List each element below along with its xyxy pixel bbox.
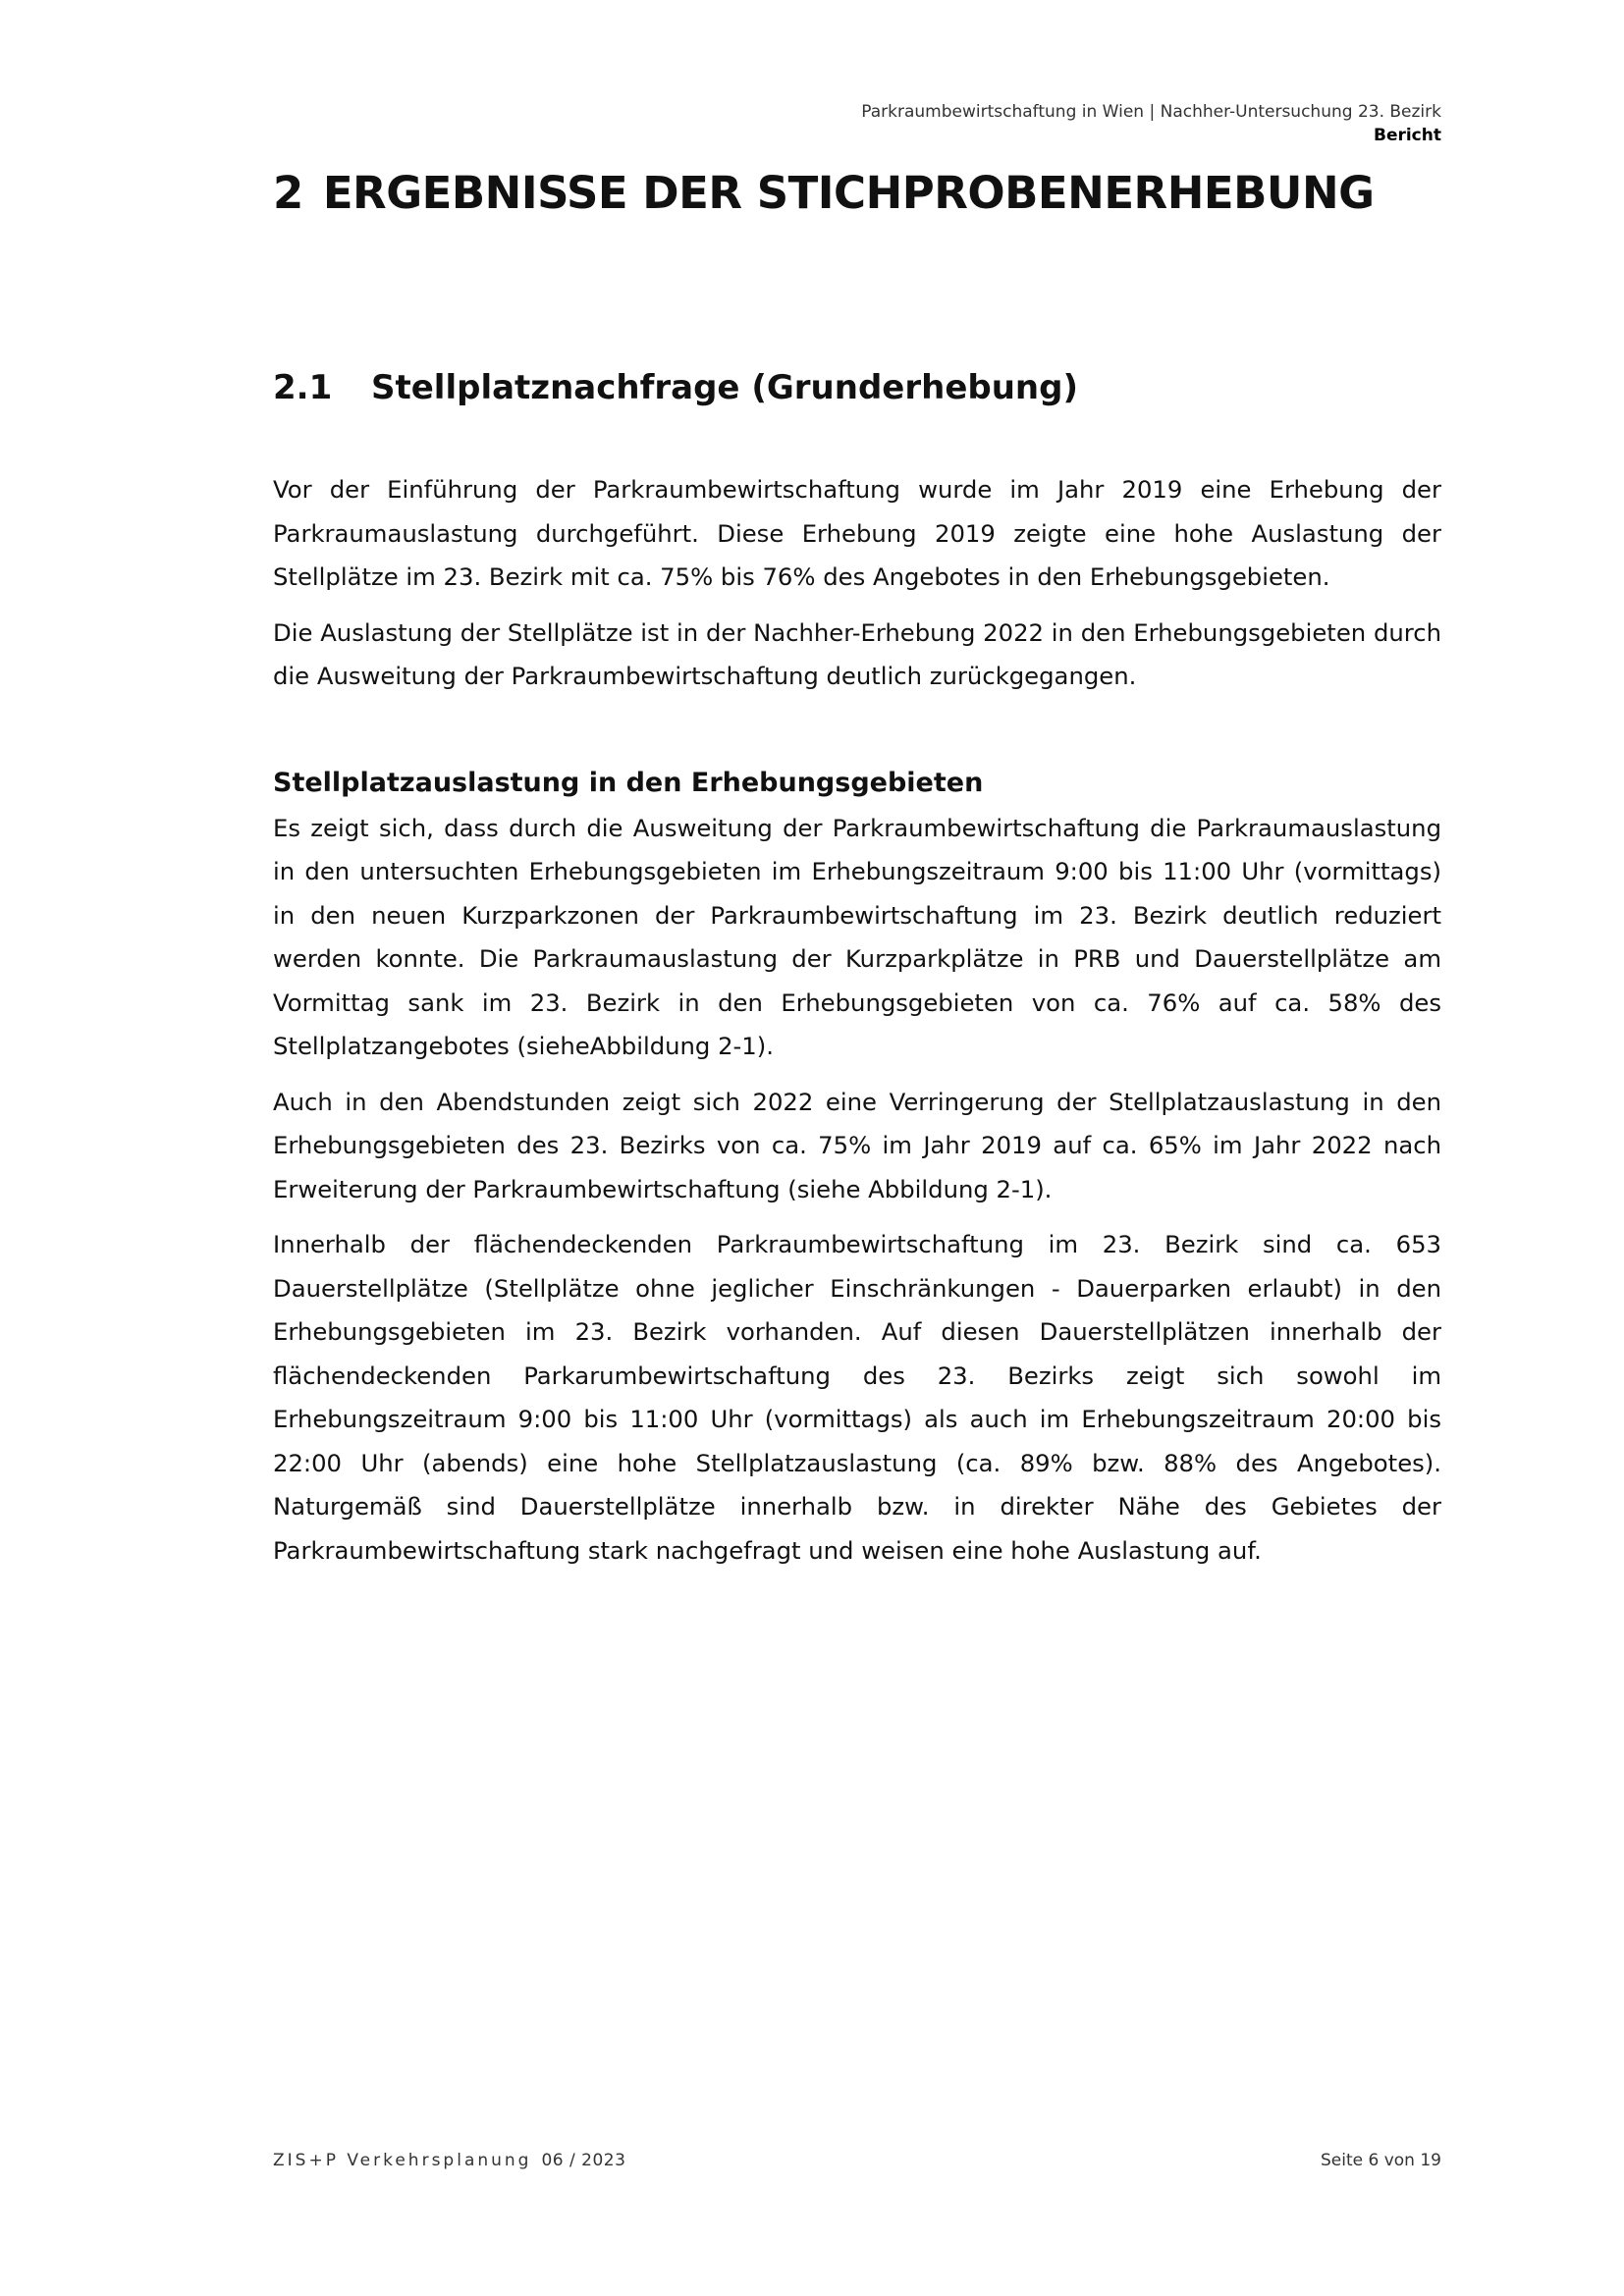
page-number: Seite 6 von 19 [1321, 2151, 1441, 2170]
section-heading [273, 368, 1441, 407]
chapter-number: 2 [273, 167, 303, 219]
intro-text [273, 468, 1441, 699]
body-text [273, 807, 1441, 1574]
paragraph: Vor der Einführung der Parkraumbewirtschaftung wurde im Jahr 2019 eine Erhebung der Parkraumauslastung durchgeführt. Diese Erhebung 2019 zeigte eine hohe Auslastung der Stellplätze im 23. Bezirk mit ca. 75% bis 76% des Angebotes in den Erhebungsgebieten. [273, 475, 1441, 591]
report-title: Parkraumbewirtschaftung in Wien | Nachher-Untersuchung 23. Bezirk [861, 102, 1441, 122]
paragraph: Es zeigt sich, dass durch die Ausweitung der Parkraumbewirtschaftung die Parkraumauslastung in den untersuchten Erhebungsgebieten im Erhebungszeitraum 9:00 bis 11:00 Uhr (vormittags) in den neuen Kurzparkzonen der Parkraumbewirtschaftung im 23. Bezirk deutlich reduziert werden konnte. Die Parkraumauslastung der Kurzparkplätze in PRB und Dauerstellplätze am Vormittag sank im 23. Bezirk in den Erhebungsgebieten von ca. 76% auf ca. 58% des Stellplatzangebotes (sieheAbbildung 2-1). [273, 813, 1441, 1060]
subsection-heading: Stellplatzauslastung in den Erhebungsgebieten [273, 767, 984, 798]
page-header [861, 100, 1441, 147]
paragraph: Innerhalb der flächendeckenden Parkraumbewirtschaftung im 23. Bezirk sind ca. 653 Dauerstellplätze (Stellplätze ohne jeglicher Einschränkungen - Dauerparken erlaubt) in den Erhebungsgebieten im 23. Bezirk vorhanden. Auf diesen Dauerstellplätzen innerhalb der flächendeckenden Parkarumbewirtschaftung des 23. Bezirks zeigt sich sowohl im Erhebungszeitraum 9:00 bis 11:00 Uhr (vormittags) als auch im Erhebungszeitraum 20:00 bis 22:00 Uhr (abends) eine hohe Stellplatzauslastung (ca. 89% bzw. 88% des Angebotes). Naturgemäß sind Dauerstellplätze innerhalb bzw. in direkter Nähe des Gebietes der Parkraumbewirtschaftung stark nachgefragt und weisen eine hohe Auslastung auf. [273, 1230, 1441, 1565]
footer-left [273, 2151, 625, 2170]
report-date: 06 / 2023 [541, 2151, 626, 2170]
report-type: Bericht [1373, 126, 1441, 145]
company-name: ZIS+P Verkehrsplanung [273, 2151, 532, 2170]
chapter-heading [273, 167, 1441, 219]
page-content [273, 167, 1441, 1573]
paragraph: Auch in den Abendstunden zeigt sich 2022 eine Verringerung der Stellplatzauslastung in den Erhebungsgebieten des 23. Bezirks von ca. 75% im Jahr 2019 auf ca. 65% im Jahr 2022 nach Erweiterung der Parkraumbewirtschaftung (siehe Abbildung 2-1). [273, 1087, 1441, 1203]
chapter-title: ERGEBNISSE DER STICHPROBENERHEBUNG [322, 167, 1375, 219]
section-title: Stellplatznachfrage (Grunderhebung) [371, 368, 1079, 407]
paragraph: Die Auslastung der Stellplätze ist in der Nachher-Erhebung 2022 in den Erhebungsgebieten durch die Ausweitung der Parkraumbewirtschaftung deutlich zurückgegangen. [273, 617, 1441, 690]
section-number: 2.1 [273, 368, 333, 407]
